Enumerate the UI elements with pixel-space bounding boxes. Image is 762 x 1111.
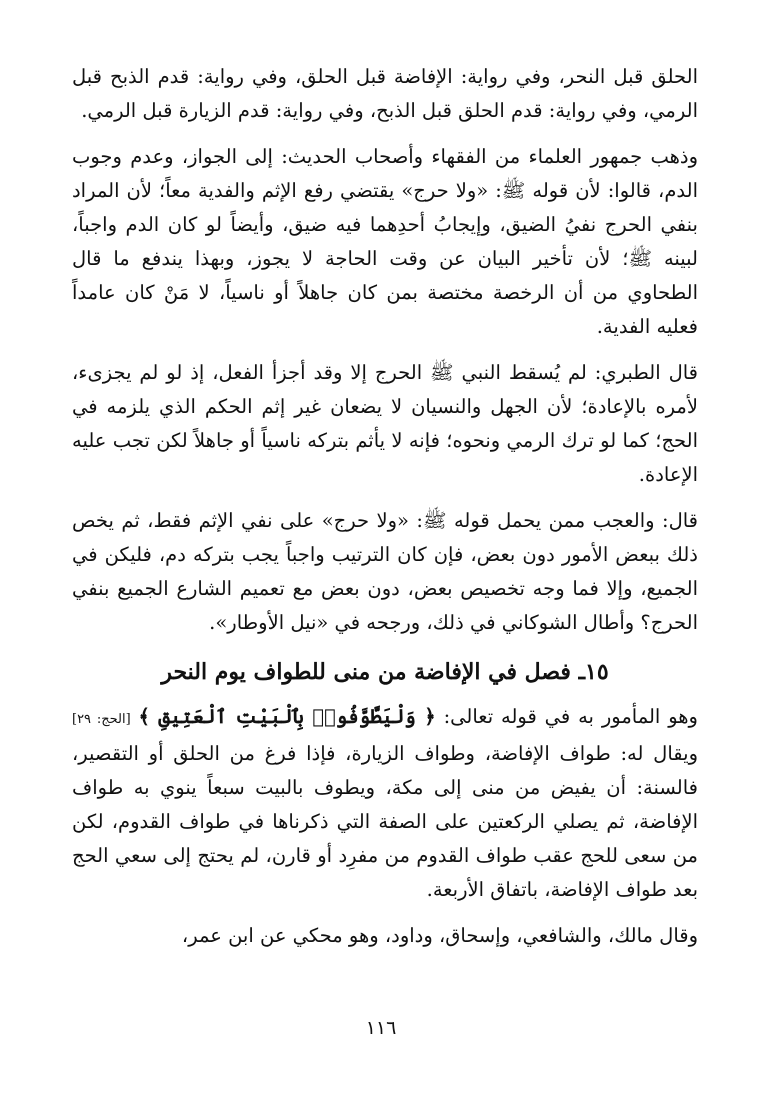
verse-intro: وهو المأمور به في قوله تعالى: <box>443 705 698 728</box>
verse-reference: [الحج: ٢٩] <box>72 712 131 727</box>
paragraph-3: قال الطبري: لم يُسقط النبي ﷺ الحرج إلا وقد أجزأ الفعل، إذ لو لم يجزىء، لأمره بالإعادة؛ لأن الجهل والنسيان لا يضعان غير إثم الحكم الذي يلزمه في الحج؛ كما لو ترك الرمي ونحوه؛ فإنه لا يأثم بتركه ناسياً أو جاهلاً لكن تجب عليه الإعادة. <box>72 361 698 486</box>
verse-line <box>72 700 698 737</box>
section-heading: ١٥ـ فصل في الإفاضة من منى للطواف يوم النحر <box>161 659 609 685</box>
last-paragraph: وقال مالك، والشافعي، وإسحاق، وداود، وهو محكي عن ابن عمر، <box>181 924 698 947</box>
page-number: ١١٦ <box>365 1017 397 1039</box>
paragraph-4: قال: والعجب ممن يحمل قوله ﷺ: «ولا حرج» على نفي الإثم فقط، ثم يخص ذلك ببعض الأمور دون بعض، فإن كان الترتيب واجباً يجب بتركه دم، فليكن في الجميع، وإلا فما وجه تخصيص بعض، دون بعض مع تعميم الشارع الجميع بنفي الحرج؟ وأطال الشوكاني في ذلك، ورجحه في «نيل الأوطار». <box>72 509 698 634</box>
section-paragraph: ويقال له: طواف الإفاضة، وطواف الزيارة، فإذا فرغ من الحلق أو التقصير، فالسنة: أن يفيض من منى إلى مكة، ويطوف بالبيت سبعاً ينوي به طواف الإفاضة، ثم يصلي الركعتين على الصفة التي ذكرناها في طواف القدوم، لكن من سعى للحج عقب طواف القدوم من مفرِد أو قارن، لم يحتج إلى سعي الحج بعد طواف الإفاضة، باتفاق الأربعة. <box>72 742 698 901</box>
paragraph-1: الحلق قبل النحر، وفي رواية: الإفاضة قبل الحلق، وفي رواية: قدم الذبح قبل الرمي، وفي رواية: قدم الحلق قبل الذبح، وفي رواية: قدم الزيارة قبل الرمي. <box>72 65 698 122</box>
page-body <box>72 60 698 1060</box>
paragraph-2: وذهب جمهور العلماء من الفقهاء وأصحاب الحديث: إلى الجواز، وعدم وجوب الدم، قالوا: لأن قوله ﷺ: «ولا حرج» يقتضي رفع الإثم والفدية معاً؛ لأن المراد بنفي الحرج نفيُ الضيق، وإيجابُ أحدِهما فيه ضيق، وأيضاً لو كان الدم واجباً، لبينه ﷺ؛ لأن تأخير البيان عن وقت الحاجة لا يجوز، وبهذا يندفع ما قال الطحاوي من أن الرخصة مختصة بمن كان جاهلاً أو ناسياً، لا مَنْ كان عامداً فعليه الفدية. <box>72 145 698 338</box>
quran-verse: ﴿ وَلْيَطَّوَّفُوا۟ بِٱلْبَيْتِ ٱلْعَتِيقِ ﴾ <box>138 705 436 728</box>
